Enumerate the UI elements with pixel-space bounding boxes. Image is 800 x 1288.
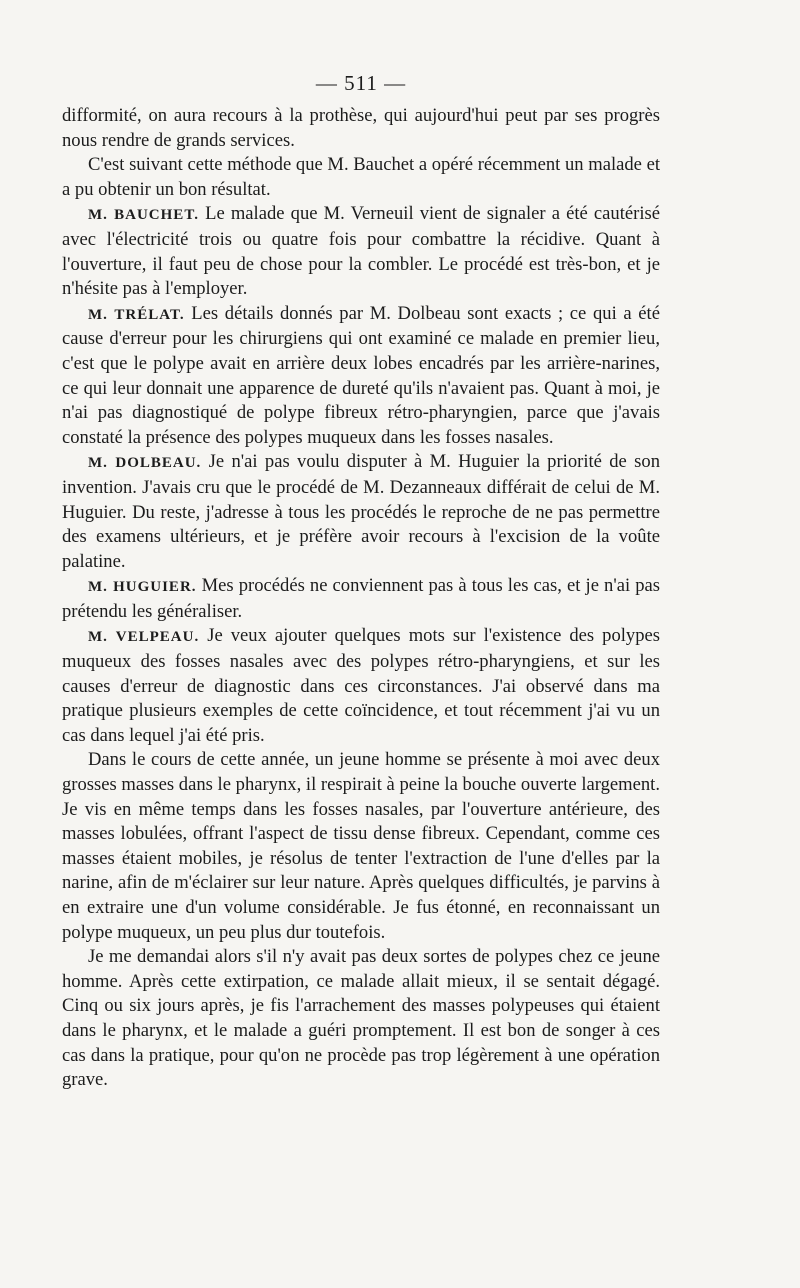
speech-paragraph (62, 202, 660, 301)
speaker-name: M. HUGUIER. (88, 579, 197, 596)
paragraph-text: Je n'ai pas voulu disputer à M. Huguier la priorité de son invention. J'avais cru que le procédé de M. Dezanneaux différait de celui de M. Huguier. Du reste, j'adresse à tous les procédés le reproche de ne pas permettre des examens ultérieurs, et je préfère avoir recours à l'excision de la voûte palatine. (62, 451, 660, 572)
speaker-name: M. DOLBEAU. (88, 455, 202, 472)
paragraph (62, 748, 660, 945)
paragraph-text: difformité, on aura recours à la prothèse, qui aujourd'hui peut par ses progrès nous rendre de grands services. (62, 105, 660, 151)
speaker-name: M. VELPEAU. (88, 629, 200, 646)
document-page (62, 70, 660, 1093)
paragraph-text: Je me demandai alors s'il n'y avait pas deux sortes de polypes chez ce jeune homme. Après cette extirpation, ce malade allait mieux, il se sentait dégagé. Cinq ou six jours après, je fis l'arrachement des masses polypeuses qui étaient dans le pharynx, et le malade a guéri promptement. Il est bon de songer à ces cas dans la pratique, pour qu'on ne procède pas trop légèrement à une opération grave. (62, 946, 660, 1091)
page-number: — 511 — (315, 71, 407, 95)
paragraph-text: Les détails donnés par M. Dolbeau sont exacts ; ce qui a été cause d'erreur pour les chirurgiens qui ont examiné ce malade en premier lieu, c'est que le polype avait en arrière deux lobes encadrés par les arrière-narines, ce qui leur donnait une apparence de dureté qu'ils n'avaient pas. Quant à moi, je n'ai pas diagnostiqué de polype fibreux rétro-pharyngien, parce que j'avais constaté la présence des polypes muqueux dans les fosses nasales. (62, 302, 660, 448)
paragraph-text: Le malade que M. Verneuil vient de signaler a été cautérisé avec l'électricité trois ou quatre fois pour combattre la récidive. Quant à l'ouverture, il faut peu de chose pour la combler. Le procédé est très-bon, et je n'hésite pas à l'employer. (62, 203, 660, 300)
speaker-name: M. TRÉLAT. (88, 306, 185, 323)
speech-paragraph (62, 450, 660, 574)
paragraph (62, 153, 660, 202)
paragraph (62, 945, 660, 1093)
speech-paragraph (62, 574, 660, 624)
speech-paragraph (62, 624, 660, 748)
speech-paragraph (62, 302, 660, 451)
speaker-name: M. BAUCHET. (88, 207, 199, 224)
paragraph-text: C'est suivant cette méthode que M. Bauchet a opéré récemment un malade et a pu obtenir un bon résultat. (62, 154, 660, 200)
paragraph-text: Dans le cours de cette année, un jeune homme se présente à moi avec deux grosses masses dans le pharynx, il respirait à peine la bouche ouverte largement. Je vis en même temps dans les fosses nasales, par l'ouverture antérieure, des masses lobulées, offrant l'aspect de tissu dense fibreux. Cependant, comme ces masses étaient mobiles, je résolus de tenter l'extraction de l'une d'elles par la narine, afin de m'éclairer sur leur nature. Après quelques difficultés, je parvins à en extraire une d'un volume considérable. Je fus étonné, en reconnaissant un polype muqueux, un peu plus dur toutefois. (62, 749, 660, 943)
paragraph (62, 104, 660, 153)
paragraph-text: Mes procédés ne conviennent pas à tous les cas, et je n'ai pas prétendu les généraliser. (62, 575, 660, 622)
body-text (62, 104, 660, 1093)
paragraph-text: Je veux ajouter quelques mots sur l'existence des polypes muqueux des fosses nasales avec des polypes rétro-pharyngiens, et sur les causes d'erreur de diagnostic dans ces circonstances. J'ai observé dans ma pratique plusieurs exemples de cette coïncidence, et tout récemment j'ai vu un cas dans lequel j'ai été pris. (62, 625, 661, 746)
